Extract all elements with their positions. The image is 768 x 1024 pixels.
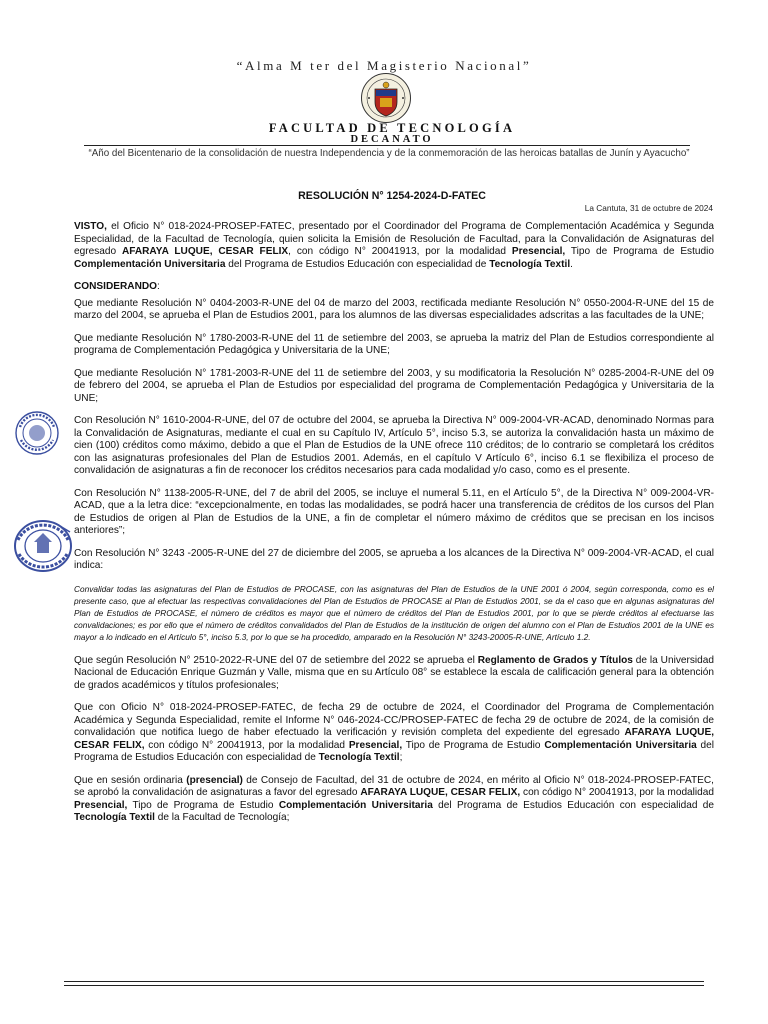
faculty-name: FACULTAD DE TECNOLOGÍA	[268, 121, 516, 135]
text-run: Complementación Universitaria	[278, 799, 433, 811]
text-run: .	[570, 258, 573, 270]
text-run: con código N° 20041913, por la modalidad	[144, 739, 349, 751]
text-run: AFARAYA LUQUE, CESAR FELIX,	[360, 787, 521, 799]
text-run: AFARAYA LUQUE, CESAR FELIX	[121, 246, 289, 257]
text-run: de la Universidad Nacional de Educación Enrique Guzmán y Valle, misma que en su Artículo 08° se establece la escala de calificación general para la obtención de grados académicos y títulos profesionales;	[74, 654, 714, 691]
text-run: ;	[399, 752, 403, 764]
resolution-body	[74, 221, 714, 835]
resolution-date: La Cantuta, 31 de octubre de 2024	[584, 203, 713, 213]
text-run: Presencial,	[74, 799, 128, 811]
footer-rule	[64, 981, 704, 982]
text-run: Con Resolución N° 3243 -2005-R-UNE del 27 de diciembre del 2005, se aprueba a los alcances de la Directiva N° 009-2004-VR-ACAD, el cual indica:	[74, 547, 714, 571]
text-run: de Consejo de Facultad, del 31 de octubre de 2024, en mérito al Oficio N° 018-2024-PROSEP-FATEC, se aprobó la convalidación de asignaturas a favor del egresado	[74, 774, 714, 799]
paragraph	[74, 655, 714, 693]
text-run: del Programa de Estudios Educación con especialidad de	[74, 739, 714, 764]
text-run: CONSIDERANDO	[74, 281, 157, 292]
text-run: de la Facultad de Tecnología;	[154, 812, 290, 824]
text-run: Que mediante Resolución N° 1781-2003-R-UNE del 11 de setiembre del 2003, y su modificatoria la Resolución N° 0285-2004-R-UNE del 09 de febrero del 2004, se aprueba el Plan de Estudios por especialidad del programa de Complementación Pedagógica y Universitaria de la UNE;	[74, 367, 714, 404]
paragraph	[74, 281, 714, 294]
paragraph	[74, 548, 714, 573]
text-run: Tipo de Programa de Estudio	[565, 246, 714, 257]
paragraph	[74, 298, 714, 323]
text-run: :	[157, 281, 160, 292]
paragraph	[74, 415, 714, 478]
text-run: Convalidar todas las asignaturas del Plan de Estudios de PROCASE, con las asignaturas del Plan de Estudios de la UNE 2001 ó 2004, según corresponda, como es el presente caso, que al efectuar las respectivas convalidaciones del Plan de Estudios de PROCASE al Plan de Estudios 2001, se da el caso que en algunas asignaturas del Plan de Estudios de PROCASE, el número de créditos es mayor que el número de créditos del Plan de Estudios 2001, por lo que se pierde créditos al efectuarse las convalidaciones; es por ello que el número de créditos convalidados del Plan de Estudios de la institución de origen del alumno con el Plan de Estudios 2001 de la UNE es mayor a lo indicado en el Artículo 5°, inciso 5.3, por lo que se ha procedido, amparado en la Resolución N° 3243-20005-R-UNE, Artículo 1.2.	[74, 583, 714, 642]
text-run: Que en sesión ordinaria	[74, 774, 187, 786]
text-run: Con Resolución N° 1610-2004-R-UNE, del 07 de octubre del 2004, se aprueba la Directiva N° 009-2004-VR-ACAD, denominado Normas para la Convalidación de Asignaturas, mediante el cual en su Capítulo IV, Artículo 5°, inciso 5.3, se autoriza la convalidación hasta un máximo de cien (100) créditos como máximo, debido a que el Plan de Estudios de la UNE ofrece 110 créditos; de lo contrario se completará los créditos con las asignaturas profesionales del Plan de Estudios 2001. Además, en el capítulo V Artículo 6°, inciso 6.1 se flexibiliza el proceso de convalidación de asignaturas a fin de reconocer los créditos necesarios para cada modalidad y/o caso, como es el presente.	[74, 415, 714, 476]
paragraph	[74, 775, 714, 825]
text-run: con código N° 20041913, por la modalidad	[520, 787, 714, 799]
text-run: , con código N° 20041913, por la modalidad	[288, 246, 512, 257]
text-run: Complementación Universitaria	[544, 739, 697, 751]
paragraph	[74, 583, 714, 643]
footer-rule-thin	[64, 985, 704, 986]
deanery-label: DECANATO	[350, 134, 434, 145]
text-run: Tipo de Programa de Estudio	[402, 739, 545, 751]
text-run: VISTO,	[74, 221, 107, 232]
institution-motto: “Alma M ter del Magisterio Nacional”	[236, 58, 532, 73]
text-run: Tecnología Textil	[318, 752, 400, 764]
official-year-name: “Año del Bicentenario de la consolidación de nuestra Independencia y de la conmemoración de las heroicas batallas de Junín y Ayacucho”	[88, 148, 690, 159]
resolution-title: RESOLUCIÓN N° 1254-2024-D-FATEC	[298, 190, 486, 202]
university-crest-icon	[360, 72, 412, 124]
text-run: Que con Oficio N° 018-2024-PROSEP-FATEC, de fecha 29 de octubre de 2024, el Coordinador del Programa de Complementación Académica y Segunda Especialidad, remite el Informe N° 046-2024-CC/PROSEP-FATEC de fecha 29 de octubre de 2024, de la comisión de convalidación que notifica luego de haber efectuado la verificación y revisión completa del expediente del egresado	[74, 702, 714, 739]
text-run: Con Resolución N° 1138-2005-R-UNE, del 7 de abril del 2005, se incluye el numeral 5.11, en el Artículo 5°, de la Directiva N° 009-2004-VR-ACAD, que a la letra dice: “excepcionalmente, en todas las modalidades, se podrá hacer una transferencia de créditos de los cursos del Plan de Estudios de origen al Plan de Estudios de la UNE, a fin de completar el número máximo de créditos que se precisan en los incisos anteriores”;	[74, 487, 714, 536]
text-run: (presencial)	[186, 774, 243, 786]
text-run: del Programa de Estudios Educación con especialidad de	[432, 799, 714, 811]
text-run: Tipo de Programa de Estudio	[127, 799, 279, 811]
paragraph	[74, 702, 714, 765]
text-run: Reglamento de Grados y Títulos	[477, 654, 633, 666]
paragraph	[74, 221, 714, 271]
paragraph	[74, 368, 714, 406]
text-run: Complementación Universitaria	[74, 258, 226, 270]
faculty-seal-stamp-icon	[12, 518, 74, 574]
text-run: el Oficio N° 018-2024-PROSEP-FATEC, presentado por el Coordinador del Programa de Complementación Académica y Segunda Especialidad, de la Facultad de Tecnología, quien solicita la Emisión de Resolución de Facultad, para la Convalidación de Asignaturas del egresado	[74, 221, 714, 257]
text-run: Presencial,	[348, 739, 403, 751]
text-run: Tecnología Textil	[74, 812, 155, 824]
dean-seal-stamp-icon	[14, 410, 60, 456]
header-rule	[84, 145, 690, 146]
text-run: Que según Resolución N° 2510-2022-R-UNE del 07 de setiembre del 2022 se aprueba el	[74, 654, 478, 666]
text-run: Que mediante Resolución N° 1780-2003-R-UNE del 11 de setiembre del 2003, se aprueba la matriz del Plan de Estudios correspondiente al programa de Complementación Pedagógica y Universitaria de la UNE;	[74, 332, 714, 356]
text-run: Que mediante Resolución N° 0404-2003-R-UNE del 04 de marzo del 2003, rectificada mediante Resolución N° 0550-2004-R-UNE del 15 de marzo del 2004, se aprueba el Plan de Estudios 2001, para los alumnos de las diversas especialidades adscritas a las facultades de la UNE;	[74, 297, 714, 321]
text-run: AFARAYA LUQUE, CESAR FELIX,	[74, 727, 714, 751]
text-run: Presencial,	[511, 246, 566, 257]
text-run: del Programa de Estudios Educación con especialidad de	[225, 258, 490, 270]
text-run: Tecnología Textil	[489, 258, 571, 270]
paragraph	[74, 333, 714, 358]
paragraph	[74, 488, 714, 538]
